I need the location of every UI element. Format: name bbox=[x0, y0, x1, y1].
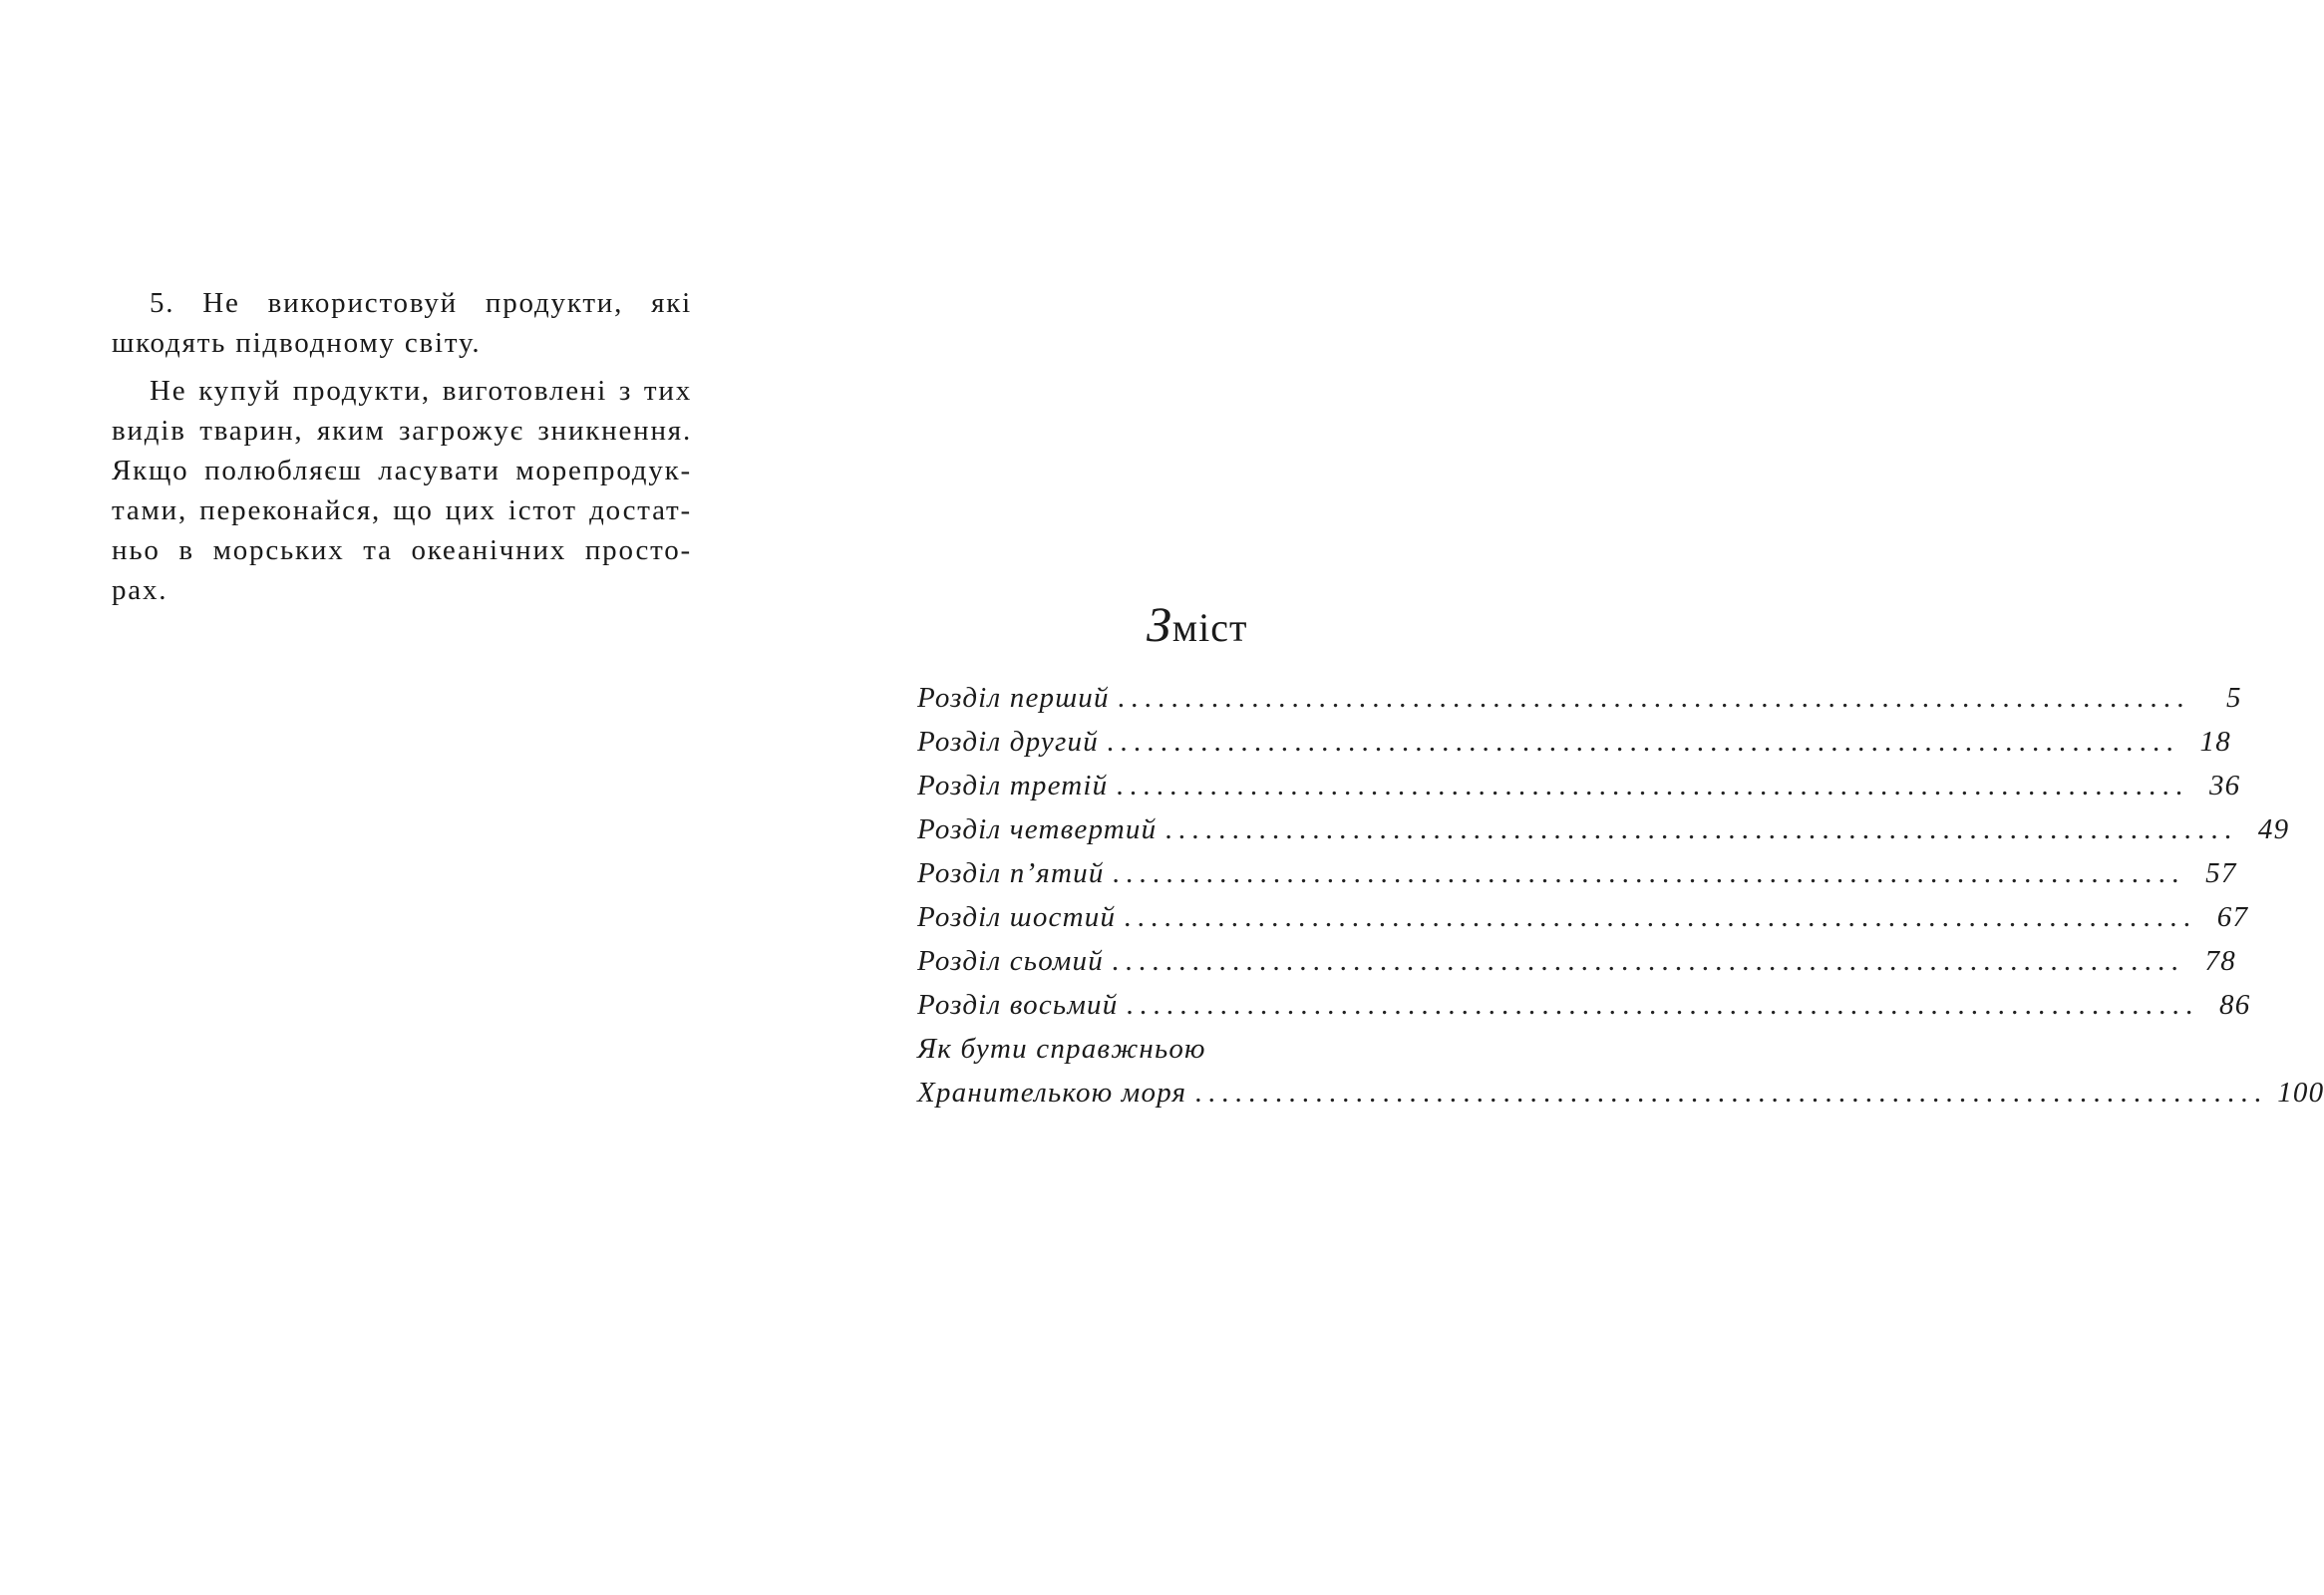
table-of-contents bbox=[917, 676, 2324, 1115]
toc-entry-label: Розділ другий bbox=[917, 726, 1099, 758]
toc-entry bbox=[917, 851, 2237, 895]
toc-entry bbox=[917, 676, 2242, 720]
toc-leader-dots: ................................................................................ bbox=[1112, 857, 2185, 889]
toc-entry-page: 100 bbox=[2277, 1077, 2324, 1109]
toc-leader-dots: ................................................................................ bbox=[1164, 813, 2238, 845]
text-line: Не купуй продукти, виготовлені з тих bbox=[150, 375, 692, 407]
text-line: тами, переконайся, що цих істот достат- bbox=[112, 494, 692, 526]
toc-entry bbox=[917, 1027, 1505, 1071]
toc-entry-page: 67 bbox=[2216, 901, 2249, 933]
toc-entry-page: 36 bbox=[2208, 770, 2241, 801]
toc-entry-label: Розділ четвертий bbox=[917, 813, 1158, 845]
toc-leader-dots: ................................................................................ bbox=[1194, 1077, 2268, 1109]
left-page-text bbox=[112, 283, 692, 618]
toc-entry-label: Розділ сьомий bbox=[917, 945, 1104, 977]
toc-title-rest: міст bbox=[1171, 605, 1248, 650]
toc-title-initial: З bbox=[1147, 596, 1172, 652]
toc-leader-dots: ................................................................................ bbox=[1126, 989, 2199, 1021]
toc-entry bbox=[917, 720, 2231, 764]
toc-entry bbox=[917, 807, 2290, 851]
toc-entry-label: Хранителькою моря bbox=[917, 1077, 1187, 1109]
text-line: шкодять підводному світу. bbox=[112, 327, 482, 359]
toc-title bbox=[1147, 594, 1286, 658]
toc-entry-page: 49 bbox=[2257, 813, 2290, 845]
toc-entry-label: Розділ восьмий bbox=[917, 989, 1119, 1021]
text-line: видів тварин, яким загрожує зникнення. bbox=[112, 415, 692, 447]
toc-leader-dots: ................................................................................ bbox=[1111, 945, 2184, 977]
toc-leader-dots: ................................................................................ bbox=[1116, 770, 2189, 801]
paragraph-1 bbox=[112, 283, 692, 363]
toc-leader-dots: ................................................................................ bbox=[1106, 726, 2179, 758]
text-line: 5. Не використовуй продукти, які bbox=[150, 287, 692, 319]
toc-leader-dots: ................................................................................ bbox=[1124, 901, 2197, 933]
toc-entry-label: Розділ п’ятий bbox=[917, 857, 1105, 889]
toc-entry bbox=[917, 895, 2249, 939]
text-line: рах. bbox=[112, 574, 168, 606]
toc-entry-label: Розділ шостий bbox=[917, 901, 1117, 933]
text-line: ньо в морських та океанічних просто- bbox=[112, 534, 692, 566]
toc-entry bbox=[917, 764, 2241, 807]
text-line: Якщо полюбляєш ласувати морепродук- bbox=[112, 455, 692, 486]
toc-leader-dots: ................................................................................ bbox=[1117, 682, 2190, 714]
toc-entry-page: 86 bbox=[2219, 989, 2251, 1021]
toc-entry-label: Як бути справжньою bbox=[917, 1033, 1206, 1065]
toc-entry bbox=[917, 1071, 2324, 1115]
toc-entry-label: Розділ третій bbox=[917, 770, 1109, 801]
toc-entry-page: 18 bbox=[2199, 726, 2231, 758]
toc-entry bbox=[917, 939, 2236, 983]
paragraph-2 bbox=[112, 371, 692, 610]
toc-entry-page: 78 bbox=[2204, 945, 2236, 977]
toc-entry-page: 57 bbox=[2205, 857, 2237, 889]
toc-entry-page: 5 bbox=[2226, 682, 2242, 714]
toc-entry bbox=[917, 983, 2251, 1027]
toc-entry-label: Розділ перший bbox=[917, 682, 1110, 714]
